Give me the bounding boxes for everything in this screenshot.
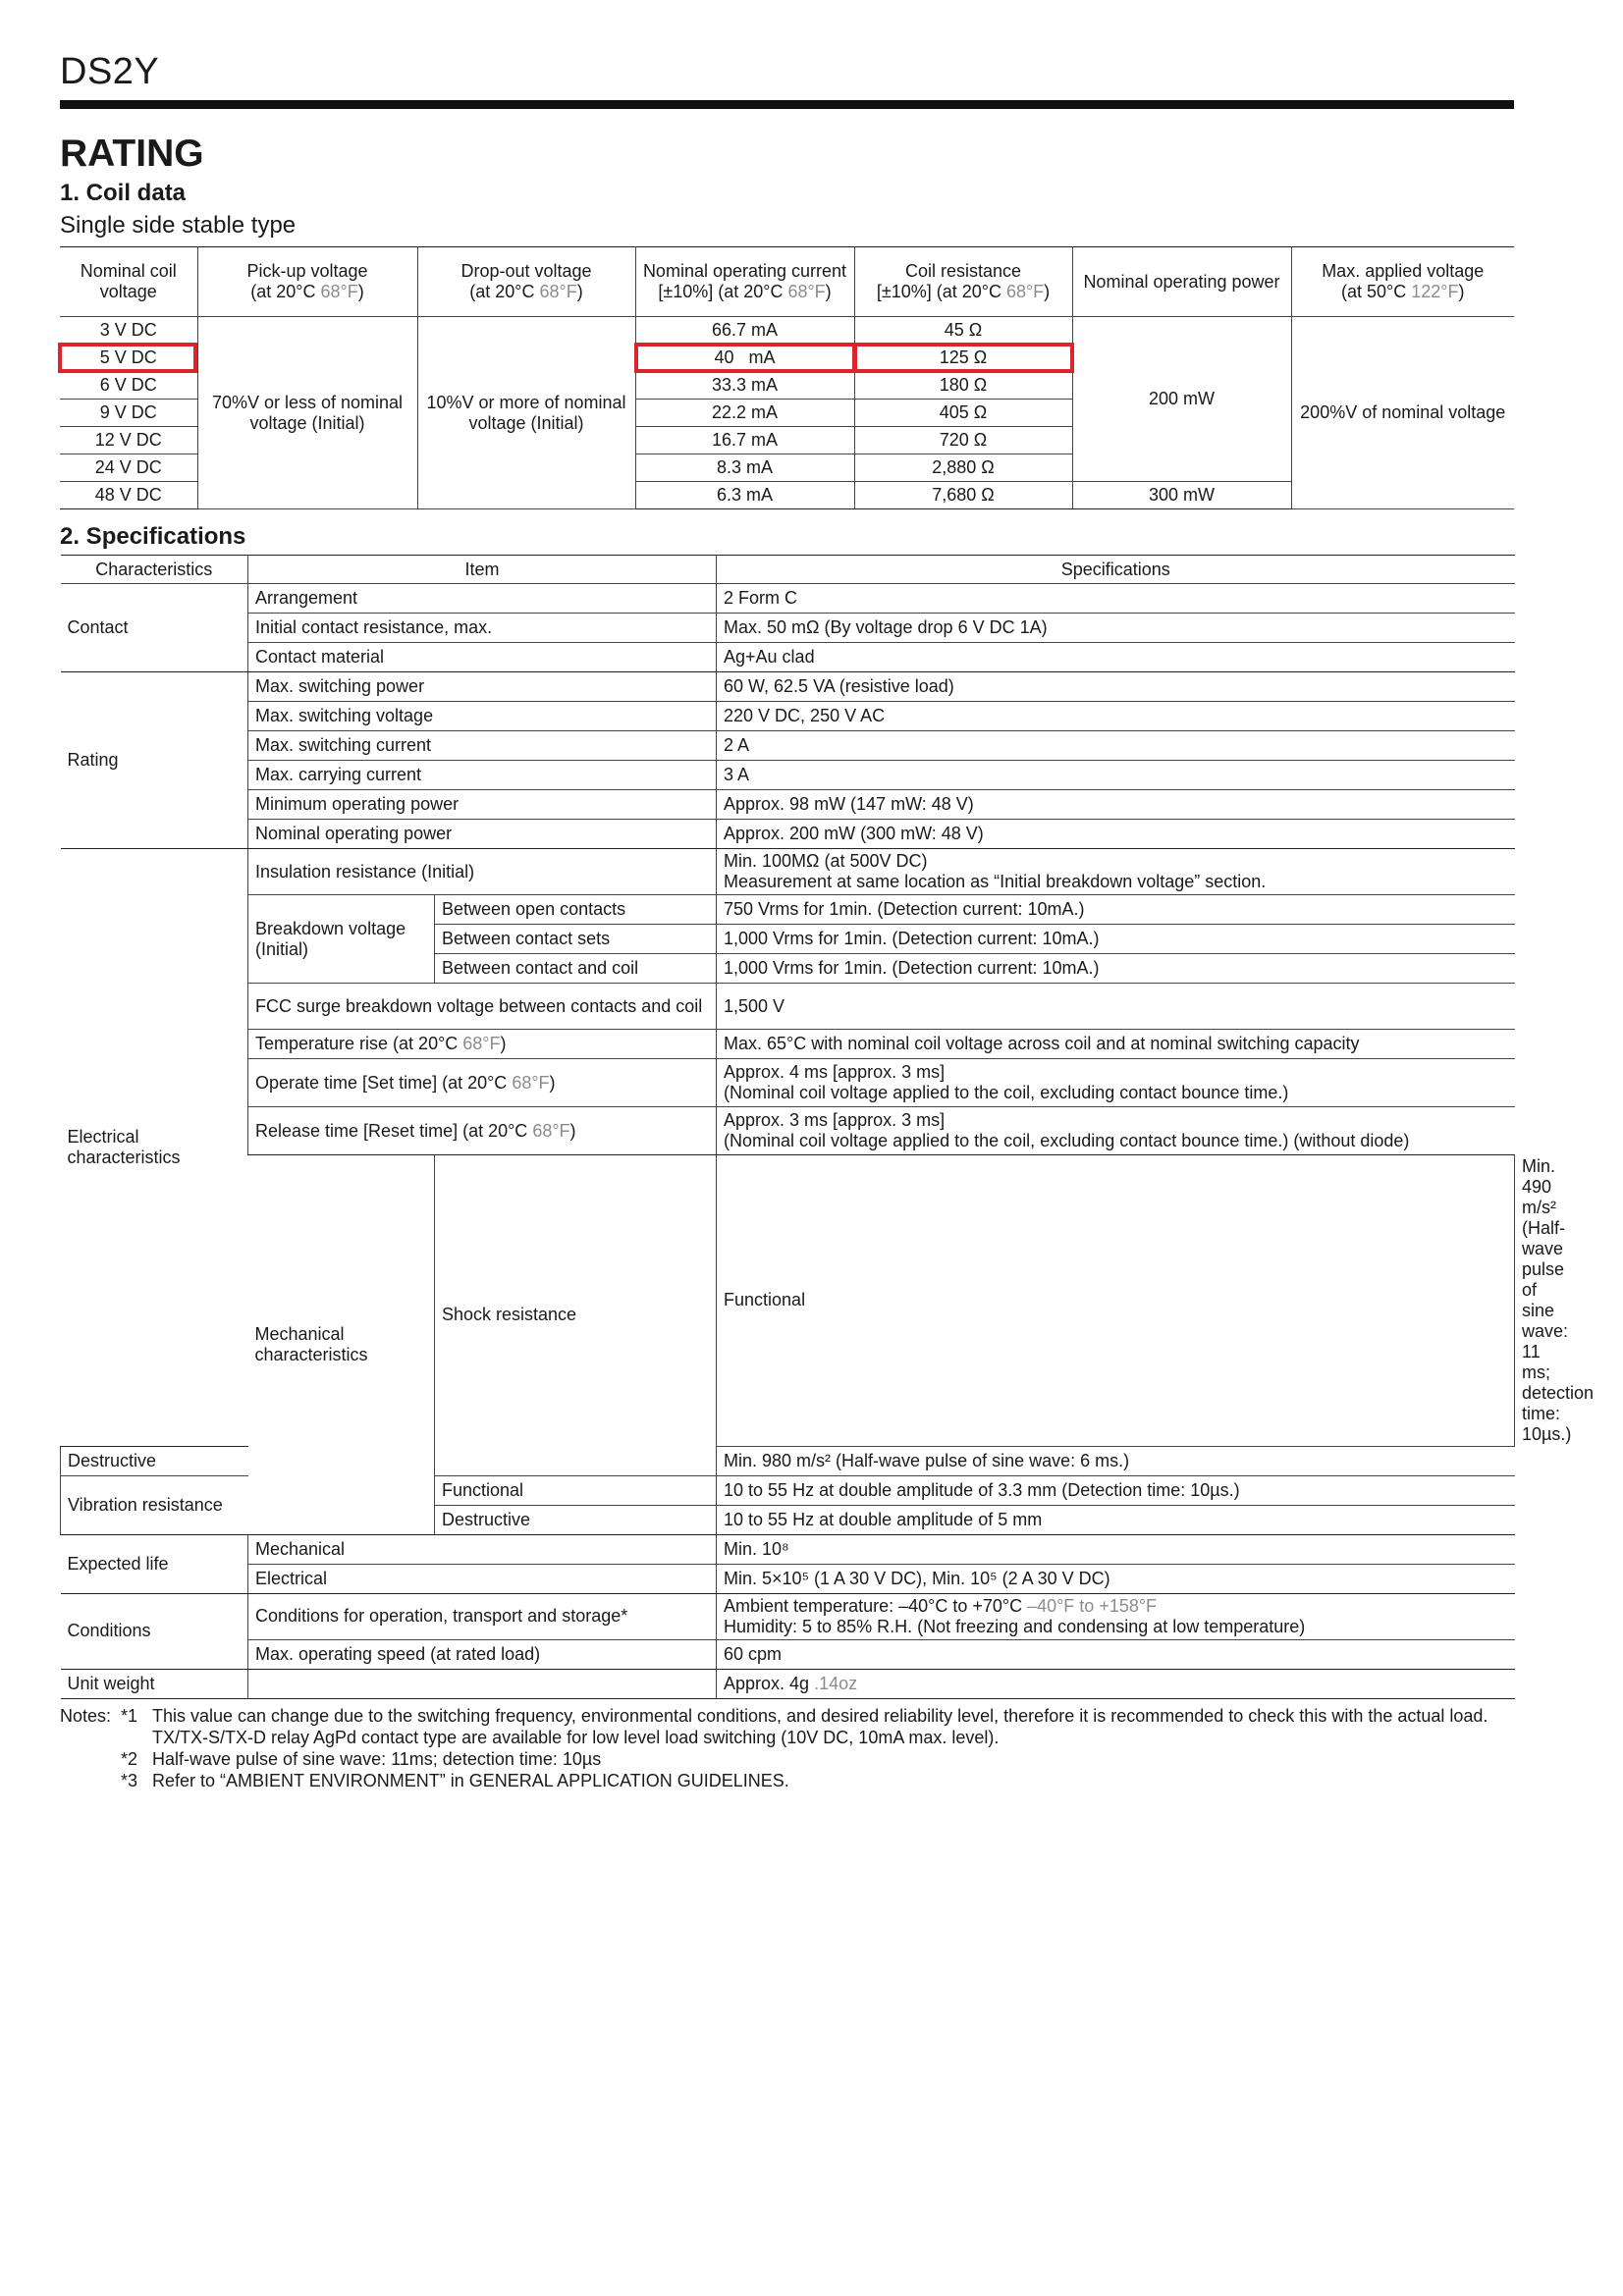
category-unit-weight: Unit weight <box>67 1673 155 1693</box>
spec-value: Max. 50 mΩ (By voltage drop 6 V DC 1A) <box>717 614 1515 643</box>
operating-power-48v: 300 mW <box>1072 482 1291 509</box>
spec-item: Vibration resistance <box>61 1475 248 1534</box>
spec-row: Mechanical characteristics Shock resistance Functional Min. 490 m/s² (Half-wave pulse of sine wave: 11 ms; detection time: 10µs.) <box>61 1155 1515 1447</box>
spec-item: Minimum operating power <box>248 790 717 820</box>
spec-item: Max. carrying current <box>248 761 717 790</box>
spec-value: 220 V DC, 250 V AC <box>717 702 1515 731</box>
coil-current-highlighted: 40 mA <box>635 345 854 372</box>
spec-row <box>61 584 1515 614</box>
spec-value: Ambient temperature: –40°C to +70°C –40°F to +158°F Humidity: 5 to 85% R.H. (Not freezing and condensing at low temperature) <box>717 1593 1515 1639</box>
spec-value: 10 to 55 Hz at double amplitude of 3.3 mm (Detection time: 10µs.) <box>717 1475 1515 1505</box>
note-item <box>60 1705 1514 1748</box>
note-number: *1 <box>121 1705 138 1726</box>
header-nominal-voltage: Nominal coil voltage <box>60 247 197 317</box>
spec-value: 10 to 55 Hz at double amplitude of 5 mm <box>717 1505 1515 1534</box>
spec-row <box>61 1669 1515 1698</box>
header-item: Item <box>248 556 717 584</box>
coil-resistance: 405 Ω <box>854 400 1072 427</box>
spec-subitem: Destructive <box>61 1446 248 1475</box>
operating-power-value: 200 mW <box>1072 317 1291 482</box>
coil-resistance-highlighted: 125 Ω <box>854 345 1072 372</box>
spec-value: Ag+Au clad <box>717 643 1515 672</box>
coil-resistance: 2,880 Ω <box>854 454 1072 482</box>
spec-item: Breakdown voltage (Initial) <box>248 895 435 984</box>
spec-subitem: Functional <box>435 1475 717 1505</box>
spec-row <box>61 731 1515 761</box>
spec-value: Approx. 98 mW (147 mW: 48 V) <box>717 790 1515 820</box>
spec-row <box>61 1059 1515 1107</box>
spec-value: Max. 65°C with nominal coil voltage across coil and at nominal switching capacity <box>717 1030 1515 1059</box>
category-conditions: Conditions <box>61 1593 248 1669</box>
spec-row <box>61 614 1515 643</box>
spec-subitem: Between open contacts <box>435 895 717 925</box>
spec-item: FCC surge breakdown voltage between contacts and coil <box>248 984 717 1030</box>
spec-value: 1,000 Vrms for 1min. (Detection current: 10mA.) <box>717 925 1515 954</box>
spec-row <box>61 984 1515 1030</box>
category-expected-life: Expected life <box>61 1534 248 1593</box>
document-title: DS2Y <box>60 51 160 92</box>
coil-resistance: 45 Ω <box>854 317 1072 345</box>
coil-voltage: 24 V DC <box>60 454 197 482</box>
spec-value: 1,500 V <box>717 984 1515 1030</box>
specifications-title: 2. Specifications <box>60 523 246 550</box>
spec-item: Shock resistance <box>435 1155 717 1476</box>
header-operating-power: Nominal operating power <box>1072 247 1291 317</box>
spec-value: 3 A <box>717 761 1515 790</box>
spec-row <box>61 672 1515 702</box>
spec-value: Min. 5×10⁵ (1 A 30 V DC), Min. 10⁵ (2 A 30 V DC) <box>717 1564 1515 1593</box>
spec-value: Min. 100MΩ (at 500V DC) Measurement at same location as “Initial breakdown voltage” section. <box>717 849 1515 895</box>
spec-subitem: Between contact and coil <box>435 954 717 984</box>
header-max-voltage: Max. applied voltage (at 50°C 122°F) <box>1291 247 1514 317</box>
header-coil-resistance: Coil resistance [±10%] (at 20°C 68°F) <box>854 247 1072 317</box>
note-item <box>60 1748 1514 1770</box>
note-text: Refer to “AMBIENT ENVIRONMENT” in GENERAL APPLICATION GUIDELINES. <box>152 1770 789 1790</box>
spec-value: Min. 10⁸ <box>717 1534 1515 1564</box>
spec-item: Operate time [Set time] (at 20°C 68°F) <box>248 1059 717 1107</box>
coil-voltage: 12 V DC <box>60 427 197 454</box>
spec-row <box>61 849 1515 895</box>
spec-subitem: Between contact sets <box>435 925 717 954</box>
spec-item <box>248 1669 717 1698</box>
spec-item: Contact material <box>248 643 717 672</box>
spec-item: Release time [Reset time] (at 20°C 68°F) <box>248 1107 717 1155</box>
pickup-voltage-value: 70%V or less of nominal voltage (Initial) <box>197 317 417 509</box>
spec-value: 60 cpm <box>717 1639 1515 1669</box>
datasheet-page <box>60 49 1595 1791</box>
note-number: *3 <box>121 1770 138 1790</box>
spec-subitem: Functional <box>717 1155 1515 1447</box>
category-mechanical: Mechanical characteristics <box>248 1155 435 1535</box>
spec-item: Nominal operating power <box>248 820 717 849</box>
coil-resistance: 7,680 Ω <box>854 482 1072 509</box>
spec-item: Electrical <box>248 1564 717 1593</box>
header-pickup-voltage: Pick-up voltage (at 20°C 68°F) <box>197 247 417 317</box>
spec-row <box>61 790 1515 820</box>
note-item <box>60 1770 1514 1791</box>
spec-item: Temperature rise (at 20°C 68°F) <box>248 1030 717 1059</box>
max-voltage-value: 200%V of nominal voltage <box>1291 317 1514 509</box>
spec-value: 1,000 Vrms for 1min. (Detection current: 10mA.) <box>717 954 1515 984</box>
spec-item: Conditions for operation, transport and storage* <box>248 1593 717 1639</box>
coil-current: 22.2 mA <box>635 400 854 427</box>
spec-row <box>61 1107 1515 1155</box>
spec-row <box>61 702 1515 731</box>
section-title: RATING <box>60 133 204 175</box>
spec-item: Initial contact resistance, max. <box>248 614 717 643</box>
header-characteristics: Characteristics <box>61 556 248 584</box>
coil-current: 6.3 mA <box>635 482 854 509</box>
coil-voltage: 9 V DC <box>60 400 197 427</box>
spec-row <box>61 643 1515 672</box>
coil-resistance: 180 Ω <box>854 372 1072 400</box>
coil-data-subtitle: Single side stable type <box>60 212 297 239</box>
spec-value: Min. 980 m/s² (Half-wave pulse of sine wave: 6 ms.) <box>717 1446 1515 1475</box>
title-rule <box>60 100 1514 109</box>
note-text: This value can change due to the switching frequency, environmental conditions, and desired reliability level, therefore it is recommended to check this with the actual load. TX/TX-S/TX-D relay AgPd contact type are available for low level load switching (10V DC, 10mA max. level). <box>152 1705 1488 1747</box>
notes-label: Notes: <box>60 1705 112 1726</box>
category-rating: Rating <box>61 672 248 849</box>
coil-data-title: 1. Coil data <box>60 180 187 206</box>
spec-value: 2 A <box>717 731 1515 761</box>
coil-row <box>60 317 1514 345</box>
spec-item: Max. operating speed (at rated load) <box>248 1639 717 1669</box>
spec-row <box>61 1639 1515 1669</box>
coil-current: 16.7 mA <box>635 427 854 454</box>
spec-row <box>61 820 1515 849</box>
spec-value: 60 W, 62.5 VA (resistive load) <box>717 672 1515 702</box>
spec-subitem: Destructive <box>435 1505 717 1534</box>
spec-item: Max. switching current <box>248 731 717 761</box>
spec-row <box>61 761 1515 790</box>
spec-value: Approx. 4 ms [approx. 3 ms] (Nominal coil voltage applied to the coil, excluding contact bounce time.) <box>717 1059 1515 1107</box>
spec-header-row <box>61 556 1515 584</box>
coil-resistance: 720 Ω <box>854 427 1072 454</box>
spec-value: Approx. 200 mW (300 mW: 48 V) <box>717 820 1515 849</box>
coil-current: 33.3 mA <box>635 372 854 400</box>
note-number: *2 <box>121 1748 138 1769</box>
spec-row <box>61 1564 1515 1593</box>
spec-row <box>61 1030 1515 1059</box>
coil-voltage: 3 V DC <box>60 317 197 345</box>
notes <box>60 1705 1514 1791</box>
spec-item: Mechanical <box>248 1534 717 1564</box>
spec-item: Max. switching power <box>248 672 717 702</box>
spec-value: Approx. 3 ms [approx. 3 ms] (Nominal coil voltage applied to the coil, excluding contact bounce time.) (without diode) <box>717 1107 1515 1155</box>
spec-value: 750 Vrms for 1min. (Detection current: 10mA.) <box>717 895 1515 925</box>
spec-item: Insulation resistance (Initial) <box>248 849 717 895</box>
header-operating-current: Nominal operating current [±10%] (at 20°C 68°F) <box>635 247 854 317</box>
spec-value: 2 Form C <box>717 584 1515 614</box>
specifications-table <box>60 555 1595 1699</box>
spec-value: Approx. 4g .14oz <box>717 1669 1515 1698</box>
category-contact: Contact <box>61 584 248 672</box>
coil-current: 8.3 mA <box>635 454 854 482</box>
dropout-voltage-value: 10%V or more of nominal voltage (Initial) <box>417 317 635 509</box>
header-dropout-voltage: Drop-out voltage (at 20°C 68°F) <box>417 247 635 317</box>
coil-current: 66.7 mA <box>635 317 854 345</box>
spec-row <box>61 1534 1515 1564</box>
category-electrical: Electrical characteristics <box>61 849 248 1447</box>
note-text: Half-wave pulse of sine wave: 11ms; detection time: 10µs <box>152 1748 602 1769</box>
spec-item: Max. switching voltage <box>248 702 717 731</box>
coil-voltage-highlighted: 5 V DC <box>60 345 197 372</box>
header-specifications: Specifications <box>717 556 1515 584</box>
spec-item: Arrangement <box>248 584 717 614</box>
spec-row <box>61 1593 1515 1639</box>
coil-voltage: 6 V DC <box>60 372 197 400</box>
coil-header-row <box>60 247 1514 317</box>
coil-voltage: 48 V DC <box>94 485 162 505</box>
spec-row <box>61 895 1515 925</box>
coil-data-table <box>60 246 1514 509</box>
